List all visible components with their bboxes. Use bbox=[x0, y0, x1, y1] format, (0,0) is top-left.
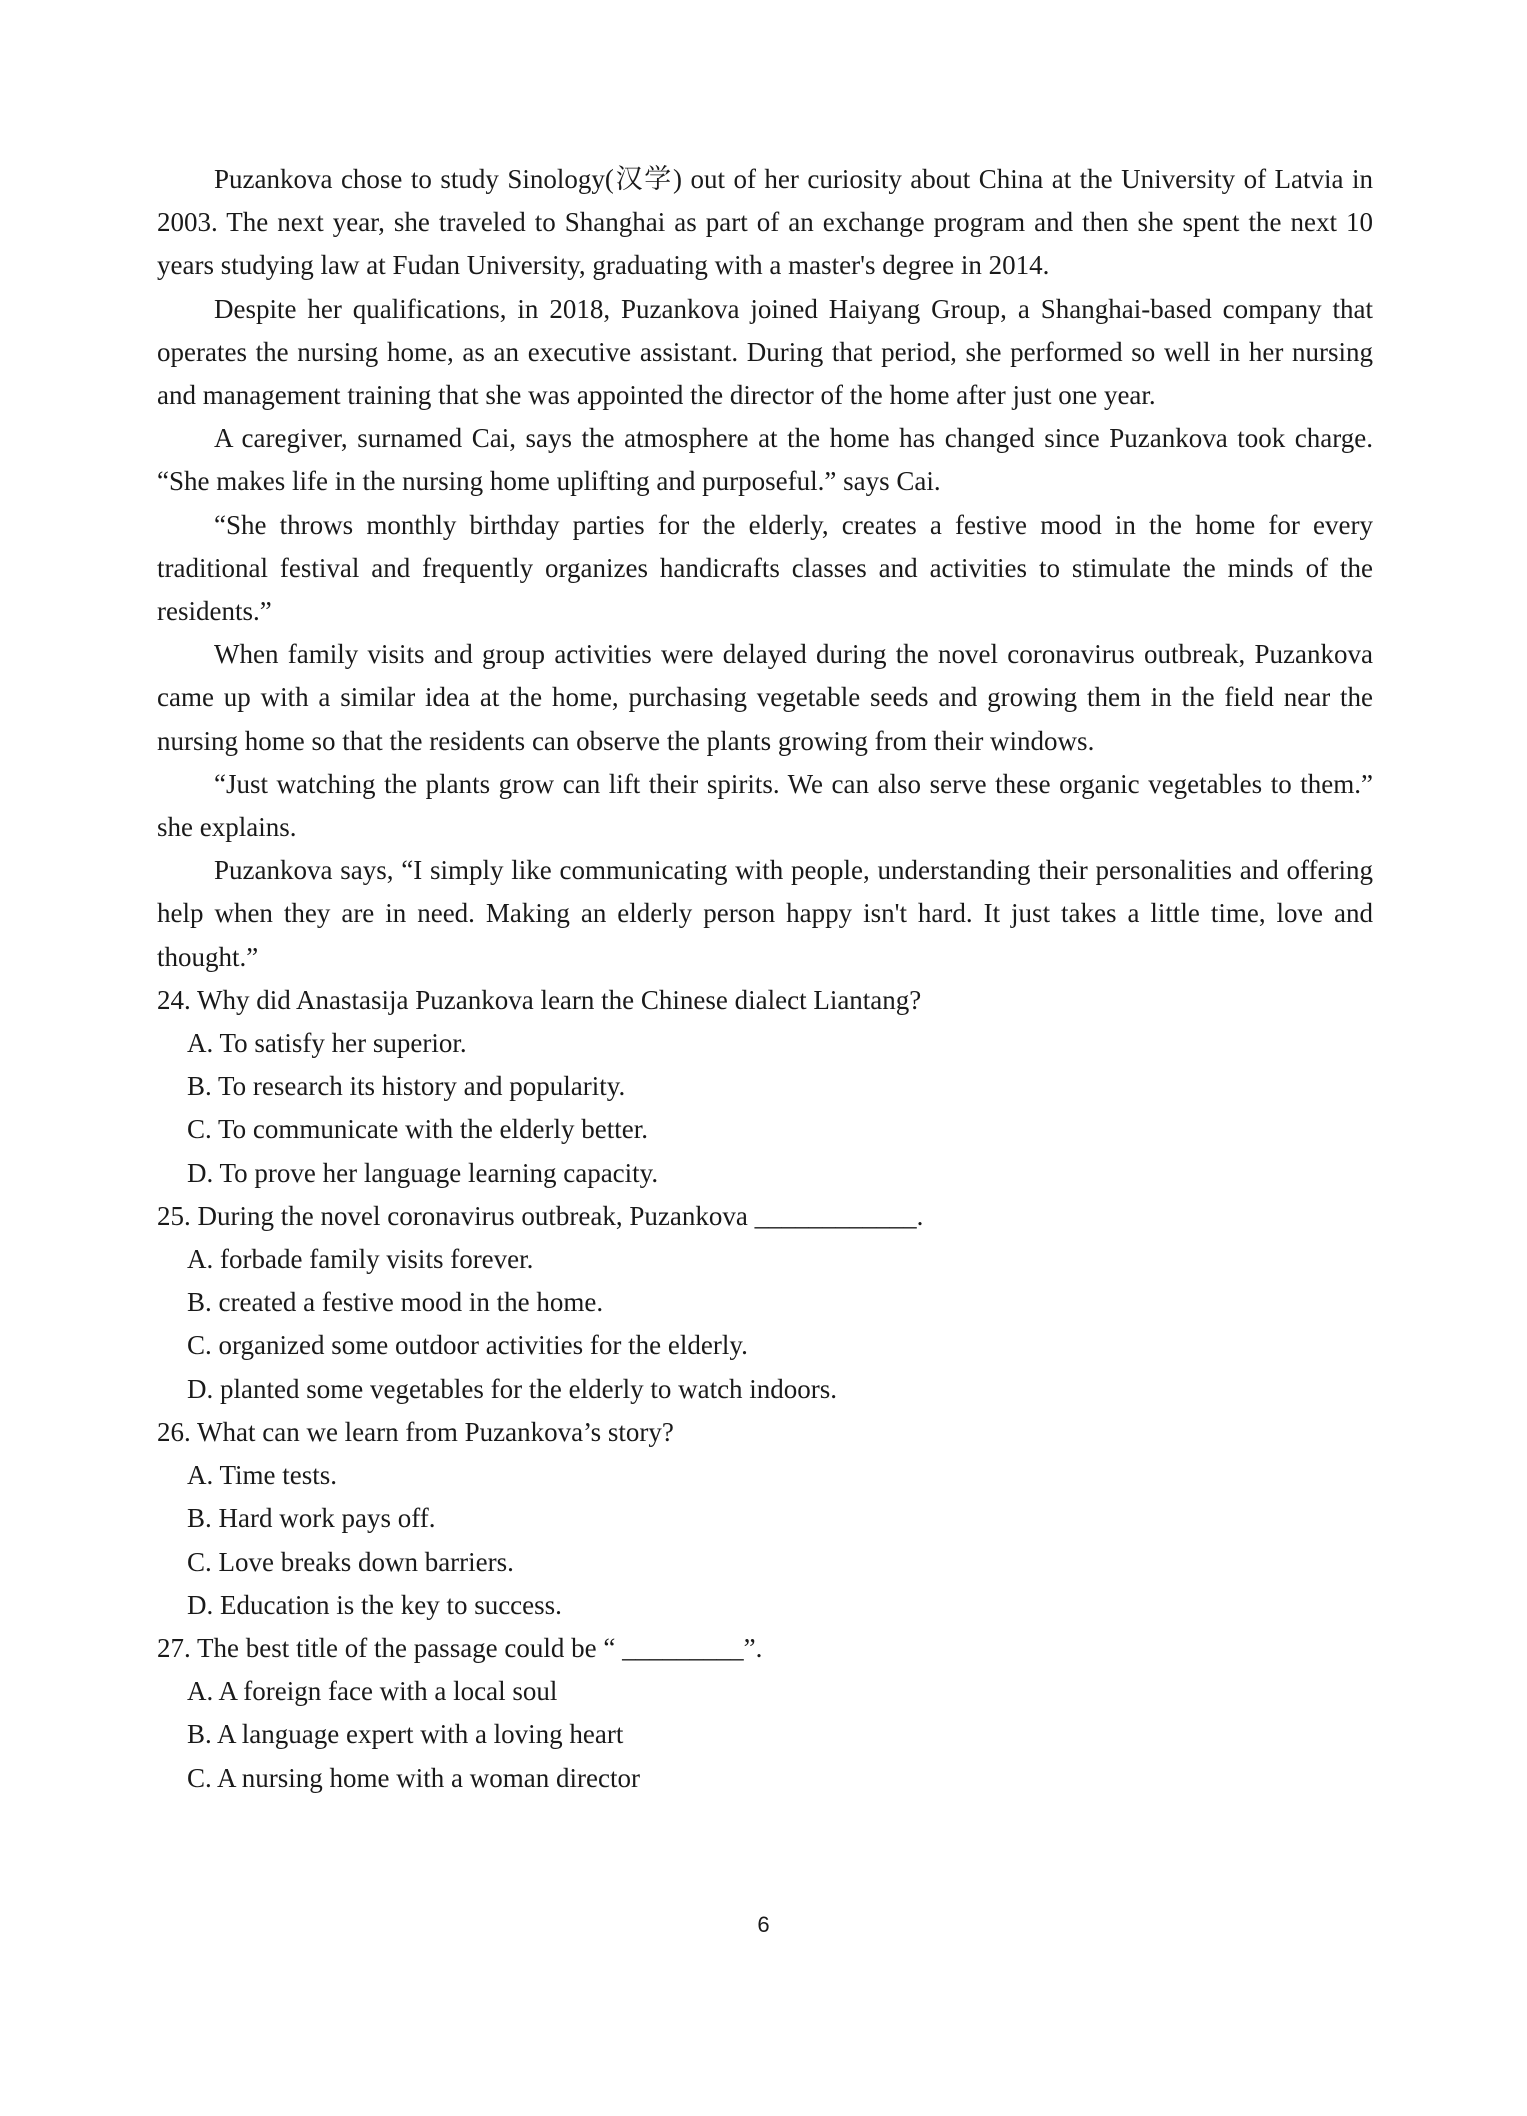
question-stem: 26. What can we learn from Puzankova’s story? bbox=[157, 1416, 674, 1447]
answer-option: B. A language expert with a loving heart bbox=[187, 1719, 624, 1750]
answer-option: B. Hard work pays off. bbox=[187, 1503, 436, 1534]
exam-page-body bbox=[157, 158, 1373, 1800]
question-stem: 27. The best title of the passage could be “ _________”. bbox=[157, 1632, 763, 1663]
passage-paragraph: Puzankova chose to study Sinology(汉学) out of her curiosity about China at the University of Latvia in 2003. The next year, she traveled to Shanghai as part of an exchange program and then she spent the next 10 years studying law at Fudan University, graduating with a master's degree in 2014. bbox=[157, 164, 1373, 281]
question-stem: 25. During the novel coronavirus outbreak, Puzankova ____________. bbox=[157, 1200, 924, 1231]
question-stem: 24. Why did Anastasija Puzankova learn the Chinese dialect Liantang? bbox=[157, 984, 922, 1015]
question-27 bbox=[157, 1627, 1373, 1800]
answer-option: D. To prove her language learning capacity. bbox=[187, 1157, 659, 1188]
passage-paragraph: When family visits and group activities were delayed during the novel coronavirus outbreak, Puzankova came up with a similar idea at the home, purchasing vegetable seeds and growing them in the field near the nursing home so that the residents can observe the plants growing from their windows. bbox=[157, 639, 1373, 756]
answer-option: B. To research its history and popularity. bbox=[187, 1071, 626, 1102]
answer-option: D. Education is the key to success. bbox=[187, 1589, 562, 1620]
answer-option: C. To communicate with the elderly better. bbox=[187, 1114, 648, 1145]
answer-option: A. To satisfy her superior. bbox=[187, 1028, 467, 1059]
question-24 bbox=[157, 979, 1373, 1195]
passage-paragraph: “She throws monthly birthday parties for the elderly, creates a festive mood in the home for every traditional festival and frequently organizes handicrafts classes and activities to stimulate the minds of the residents.” bbox=[157, 509, 1373, 627]
answer-option: A. Time tests. bbox=[187, 1460, 338, 1491]
answer-option: B. created a festive mood in the home. bbox=[187, 1287, 604, 1318]
page-number: 6 bbox=[757, 1912, 770, 1937]
question-26 bbox=[157, 1411, 1373, 1627]
passage-paragraph: “Just watching the plants grow can lift their spirits. We can also serve these organic vegetables to them.” she explains. bbox=[157, 768, 1373, 843]
passage-paragraph: Puzankova says, “I simply like communicating with people, understanding their personalities and offering help when they are in need. Making an elderly person happy isn't hard. It just takes a little time, love and thought.” bbox=[157, 855, 1373, 972]
answer-option: C. Love breaks down barriers. bbox=[187, 1546, 514, 1577]
passage-paragraph: A caregiver, surnamed Cai, says the atmosphere at the home has changed since Puzankova took charge. “She makes life in the nursing home uplifting and purposeful.” says Cai. bbox=[157, 423, 1373, 497]
answer-option: D. planted some vegetables for the elderly to watch indoors. bbox=[187, 1373, 838, 1404]
passage-paragraph: Despite her qualifications, in 2018, Puzankova joined Haiyang Group, a Shanghai-based company that operates the nursing home, as an executive assistant. During that period, she performed so well in her nursing and management training that she was appointed the director of the home after just one year. bbox=[157, 293, 1373, 411]
question-25 bbox=[157, 1195, 1373, 1411]
answer-option: C. organized some outdoor activities for the elderly. bbox=[187, 1330, 748, 1361]
answer-option: A. A foreign face with a local soul bbox=[187, 1676, 558, 1707]
answer-option: A. forbade family visits forever. bbox=[187, 1244, 534, 1275]
answer-option: C. A nursing home with a woman director bbox=[187, 1762, 640, 1793]
